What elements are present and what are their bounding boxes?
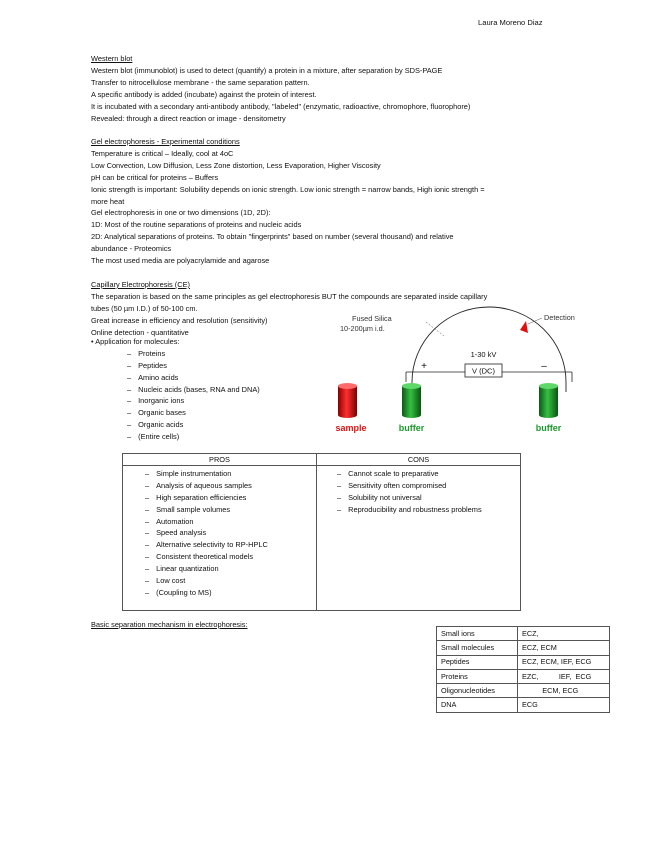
method-cell: ECZ, [518, 627, 610, 641]
molecule-cell: Proteins [437, 669, 518, 683]
molecule-item: – Amino acids [127, 372, 260, 384]
text-line: Great increase in efficiency and resolution (sensitivity) [91, 315, 268, 325]
pros-column [123, 454, 317, 610]
molecule-cell: DNA [437, 698, 518, 712]
buffer-vial-right [539, 383, 558, 418]
pros-item: – Automation [123, 516, 316, 528]
text-line: Online detection - quantitative [91, 327, 189, 337]
cons-item: – Cannot scale to preparative [317, 468, 520, 480]
capillary-heading: Capillary Electrophoresis (CE) [91, 280, 190, 289]
pros-item: – Small sample volumes [123, 504, 316, 516]
power-source-label: V (DC) [472, 366, 495, 376]
molecule-cell: Small ions [437, 627, 518, 641]
text-line: abundance - Proteomics [91, 244, 172, 254]
table-row [437, 627, 610, 641]
mechanism-heading: Basic separation mechanism in electrophoresis: [91, 620, 248, 629]
fused-silica-pointer [426, 322, 444, 336]
method-cell: ECM, ECG [518, 684, 610, 698]
pros-item: – Simple instrumentation [123, 468, 316, 480]
text-line: Ionic strength is important: Solubility depends on ionic strength. Low ionic strength = narrow bands, High ionic strength = [91, 184, 485, 194]
mechanism-table [436, 626, 610, 713]
text-line: Low Convection, Low Diffusion, Less Zone distortion, Less Evaporation, Higher Viscosity [91, 160, 381, 170]
table-row [437, 641, 610, 655]
application-label: • Application for molecules: [91, 337, 180, 346]
table-row [437, 669, 610, 683]
buffer-vial-left [402, 383, 421, 418]
pros-item: – Consistent theoretical models [123, 551, 316, 563]
molecule-item: – Proteins [127, 348, 260, 360]
text-line: tubes (50 µm I.D.) of 50-100 cm. [91, 303, 198, 313]
sample-vial [338, 383, 357, 418]
text-line: 1D: Most of the routine separations of proteins and nucleic acids [91, 220, 302, 230]
text-line: pH can be critical for proteins – Buffers [91, 172, 219, 182]
table-row [437, 684, 610, 698]
cons-item: – Solubility not universal [317, 492, 520, 504]
gel-electrophoresis-heading: Gel electrophoresis - Experimental conditions [91, 137, 240, 146]
text-line: more heat [91, 196, 125, 206]
molecule-item: – Nucleic acids (bases, RNA and DNA) [127, 384, 260, 396]
text-line: Transfer to nitrocellulose membrane - the same separation pattern. [91, 77, 310, 87]
pros-header: PROS [123, 454, 316, 466]
pros-item: – Speed analysis [123, 527, 316, 539]
text-line: The most used media are polyacrylamide and agarose [91, 256, 270, 266]
molecule-item: – Organic bases [127, 407, 260, 419]
cons-column [317, 454, 520, 610]
voltage-label: 1-30 kV [470, 350, 497, 359]
pros-cons-table [122, 453, 521, 611]
western-blot-heading: Western blot [91, 54, 133, 63]
text-line: Western blot (immunoblot) is used to detect (quantify) a protein in a mixture, after separation by SDS-PAGE [91, 65, 443, 75]
buffer-label-right: buffer [535, 423, 562, 433]
application-list [91, 336, 260, 443]
table-row [437, 655, 610, 669]
pros-item: – Alternative selectivity to RP-HPLC [123, 539, 316, 551]
molecule-item: – Inorganic ions [127, 395, 260, 407]
method-cell: EZC, IEF, ECG [518, 669, 610, 683]
detector-icon [520, 321, 528, 333]
pros-item: – Analysis of aqueous samples [123, 480, 316, 492]
molecule-cell: Small molecules [437, 641, 518, 655]
molecule-item: – (Entire cells) [127, 431, 260, 443]
molecule-item: – Peptides [127, 360, 260, 372]
text-line: Gel electrophoresis in one or two dimensions (1D, 2D): [91, 208, 271, 218]
text-line: The separation is based on the same principles as gel electrophoresis BUT the compounds are separated inside capillary [91, 291, 488, 301]
author-name: Laura Moreno Diaz [478, 18, 543, 27]
molecule-cell: Peptides [437, 655, 518, 669]
molecule-cell: Oligonucleotides [437, 684, 518, 698]
method-cell: ECZ, ECM, IEF, ECG [518, 655, 610, 669]
fused-silica-label: Fused Silica [352, 314, 392, 323]
method-cell: ECG [518, 698, 610, 712]
sample-label: sample [335, 423, 367, 433]
molecule-item: – Organic acids [127, 419, 260, 431]
cathode-sign: – [541, 361, 547, 372]
capillary-electrophoresis-diagram [335, 300, 580, 440]
detection-label: Detection [544, 313, 575, 322]
western-blot-section [91, 53, 470, 124]
table-row [437, 698, 610, 712]
gel-electrophoresis-section [91, 136, 485, 267]
text-line: A specific antibody is added (incubate) against the protein of interest. [91, 89, 317, 99]
text-line: Revealed: through a direct reaction or image - densitometry [91, 113, 286, 123]
method-cell: ECZ, ECM [518, 641, 610, 655]
pros-item: – Low cost [123, 575, 316, 587]
pros-item: – High separation efficiencies [123, 492, 316, 504]
cons-item: – Reproducibility and robustness problems [317, 504, 520, 516]
anode-sign: + [421, 361, 427, 372]
buffer-label-left: buffer [398, 423, 425, 433]
text-line: It is incubated with a secondary anti-antibody antibody, "labeled" (enzymatic, radioactive, chromophore, fluorophore) [91, 101, 471, 111]
pros-item: – (Coupling to MS) [123, 587, 316, 599]
text-line: Temperature is critical – Ideally, cool at 4oC [91, 148, 234, 158]
cons-item: – Sensitivity often compromised [317, 480, 520, 492]
diameter-label: 10-200µm i.d. [340, 324, 385, 333]
text-line: 2D: Analytical separations of proteins. To obtain "fingerprints" based on number (several thousand) and relative [91, 232, 454, 242]
pros-item: – Linear quantization [123, 563, 316, 575]
cons-header: CONS [317, 454, 520, 466]
